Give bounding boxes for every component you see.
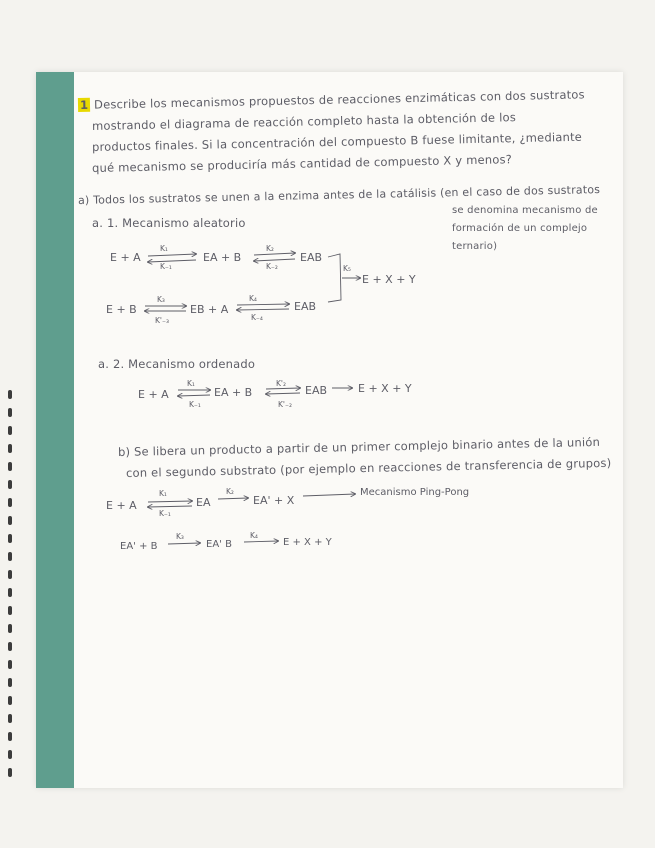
a2-s1: E + A	[138, 388, 169, 401]
a1-k5: K₅	[343, 264, 351, 273]
a1-title: a. 1. Mecanismo aleatorio	[92, 216, 246, 230]
a1-r2-s1: E + B	[106, 303, 137, 316]
section-b-line-1: b) Se libera un producto a partir de un primer complejo binario antes de la unión	[117, 434, 601, 459]
a1-r2-k2r: K₋₄	[251, 313, 263, 322]
b-r1-s3: EA' + X	[253, 494, 295, 507]
b-r2-s2: EA' B	[206, 539, 232, 550]
b-r2-k1: K₃	[176, 532, 184, 541]
a1-r1-kr: K₋₁	[160, 262, 172, 271]
a1-r2-s3: EAB	[294, 300, 317, 313]
a1-r1-s2: EA + B	[203, 251, 242, 264]
a2-title: a. 2. Mecanismo ordenado	[98, 357, 256, 371]
teal-margin-tab	[36, 72, 74, 788]
section-a-note-1: se denomina mecanismo de	[452, 205, 598, 216]
a1-r1-s1: E + A	[110, 251, 141, 264]
question-line-2: mostrando el diagrama de reacción completo hasta la obtención de los	[91, 110, 517, 133]
b-r1-s1: E + A	[106, 499, 137, 512]
a1-r2-k2f: K₄	[249, 294, 257, 303]
notebook-page	[36, 72, 623, 788]
question-line-3: productos finales. Si la concentración del compuesto B fuese limitante, ¿mediante	[91, 129, 583, 154]
a2-k2r: K'₋₂	[278, 400, 292, 409]
a1-r1-k2r: K₋₂	[266, 262, 278, 271]
b-r1-kr: K₋₁	[159, 509, 171, 518]
spiral-binding	[8, 390, 14, 790]
a1-r1-k2f: K₂	[266, 244, 274, 253]
a1-r2-kr: K'₋₃	[155, 316, 169, 325]
a2-k2f: K'₂	[276, 379, 286, 388]
b-r1-kf: K₁	[159, 489, 167, 498]
section-b-line-2: con el segundo substrato (por ejemplo en reacciones de transferencia de grupos)	[125, 455, 612, 480]
a1-r1-s3: EAB	[300, 251, 323, 264]
b-r2-k2: K₄	[250, 531, 258, 540]
question-line-1: 1 Describe los mecanismos propuestos de reacciones enzimáticas con dos sustratos	[79, 87, 585, 112]
section-a-note-2: formación de un complejo	[452, 223, 588, 234]
b-r2-s1: EA' + B	[120, 541, 158, 552]
question-number: 1	[79, 97, 89, 112]
question-line-4: qué mecanismo se produciría más cantidad de compuesto X y menos?	[91, 152, 513, 175]
a1-r1-kf: K₁	[160, 244, 168, 253]
a1-products: E + X + Y	[362, 273, 416, 286]
section-a-note-3: ternario)	[452, 241, 498, 252]
a2-s3: EAB	[305, 384, 328, 397]
a1-r2-kf: K₃	[157, 295, 165, 304]
a2-s2: EA + B	[214, 386, 253, 399]
b-r2-s3: E + X + Y	[283, 537, 332, 548]
a1-r2-s2: EB + A	[190, 303, 229, 316]
section-a-heading: a) Todos los sustratos se unen a la enzima antes de la catálisis (en el caso de dos sustratos	[77, 183, 601, 207]
a2-kr: K₋₁	[189, 400, 201, 409]
b-r1-s2: EA	[196, 496, 211, 509]
ping-pong-label: Mecanismo Ping-Pong	[360, 487, 470, 498]
a2-products: E + X + Y	[358, 382, 412, 395]
a2-kf: K₁	[187, 379, 195, 388]
b-r1-k2: K₂	[226, 487, 234, 496]
